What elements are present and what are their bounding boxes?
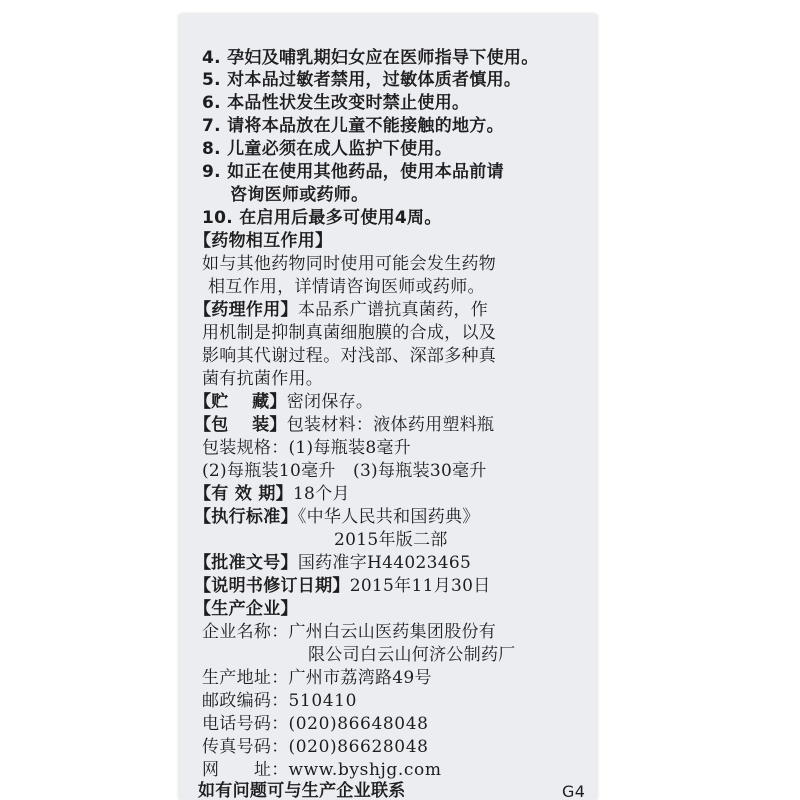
- validity-heading: 【有 效 期】: [194, 484, 293, 504]
- storage-row: [194, 391, 373, 413]
- pharmacology-line-2: 用机制是抑制真菌细胞膜的合成，以及: [202, 323, 497, 343]
- manufacturer-address-label: 生产地址：: [202, 668, 289, 688]
- revision-heading: 【说明书修订日期】: [194, 576, 350, 596]
- storage-heading: 【贮 藏】: [194, 392, 287, 412]
- packaging-heading: 【包 装】: [194, 415, 287, 435]
- manufacturer-phone-label: 电话号码：: [202, 714, 289, 734]
- precaution-item-9: 9. 如正在使用其他药品，使用本品前请: [202, 162, 504, 182]
- packaging-spec-line-2: (2)每瓶装10毫升 (3)每瓶装30毫升: [202, 461, 487, 481]
- precaution-item-9-cont: 咨询医师或药师。: [230, 185, 369, 205]
- manufacturer-name-line-1: 广州白云山医药集团股份有: [288, 622, 497, 642]
- pharmacology-row: [194, 299, 488, 321]
- precaution-item-8: 8. 儿童必须在成人监护下使用。: [202, 139, 453, 159]
- precaution-item-7: 7. 请将本品放在儿童不能接触的地方。: [202, 116, 504, 136]
- pharmacology-heading: 【药理作用】: [194, 300, 298, 320]
- footer-contact-note: 如有问题可与生产企业联系: [198, 781, 406, 800]
- interactions-line-2: 相互作用，详情请咨询医师或药师。: [208, 277, 485, 297]
- pharmacology-line-4: 菌有抗菌作用。: [202, 369, 324, 389]
- standard-row: [194, 506, 480, 528]
- packaging-material: 包装材料：液体药用塑料瓶: [286, 415, 495, 435]
- manufacturer-heading: 【生产企业】: [194, 599, 298, 619]
- approval-row: [194, 552, 471, 574]
- manufacturer-phone-row: [202, 713, 429, 735]
- pharmacology-first-line: 本品系广谱抗真菌药，作: [297, 300, 489, 320]
- manufacturer-name-line-2: 限公司白云山何济公制药厂: [308, 645, 516, 665]
- manufacturer-postcode-row: [202, 690, 357, 712]
- approval-heading: 【批准文号】: [194, 553, 298, 573]
- manufacturer-fax-label: 传真号码：: [202, 737, 289, 757]
- manufacturer-postcode: 510410: [288, 691, 357, 711]
- manufacturer-website-label: 网 址：: [202, 760, 289, 780]
- storage-value: 密闭保存。: [286, 392, 374, 412]
- manufacturer-website: www.byshjg.com: [288, 760, 442, 780]
- packaging-row: [194, 414, 494, 436]
- footer-code: G4: [562, 782, 586, 800]
- precaution-item-10: 10. 在启用后最多可使用4周。: [202, 208, 442, 228]
- precaution-item-5: 5. 对本品过敏者禁用，过敏体质者慎用。: [202, 70, 522, 90]
- interactions-line-1: 如与其他药物同时使用可能会发生药物: [202, 254, 497, 274]
- manufacturer-postcode-label: 邮政编码：: [202, 691, 289, 711]
- manufacturer-address: 广州市荔湾路49号: [288, 668, 432, 688]
- precaution-item-6: 6. 本品性状发生改变时禁止使用。: [202, 93, 470, 113]
- precaution-item-4: 4. 孕妇及哺乳期妇女应在医师指导下使用。: [202, 48, 539, 68]
- validity-row: [194, 483, 350, 505]
- validity-value: 18个月: [292, 484, 350, 504]
- interactions-heading: 【药物相互作用】: [194, 231, 333, 251]
- standard-value: 《中华人民共和国药典》: [297, 507, 480, 527]
- manufacturer-fax: (020)86628048: [288, 737, 429, 757]
- standard-heading: 【执行标准】: [194, 507, 298, 527]
- pharmacology-line-3: 影响其代谢过程。对浅部、深部多种真: [202, 346, 497, 366]
- approval-value: 国药准字H44023465: [297, 553, 472, 573]
- manufacturer-fax-row: [202, 736, 429, 758]
- manufacturer-name-label: 企业名称：: [202, 622, 289, 642]
- revision-value: 2015年11月30日: [349, 576, 491, 596]
- manufacturer-phone: (020)86648048: [288, 714, 429, 734]
- manufacturer-website-row: [202, 759, 442, 781]
- manufacturer-name-row: [202, 621, 496, 643]
- leaflet-page: [180, 14, 596, 800]
- revision-row: [194, 575, 491, 597]
- standard-edition: 2015年版二部: [334, 530, 448, 550]
- packaging-spec-line-1: 包装规格：(1)每瓶装8毫升: [202, 438, 412, 458]
- manufacturer-address-row: [202, 667, 432, 689]
